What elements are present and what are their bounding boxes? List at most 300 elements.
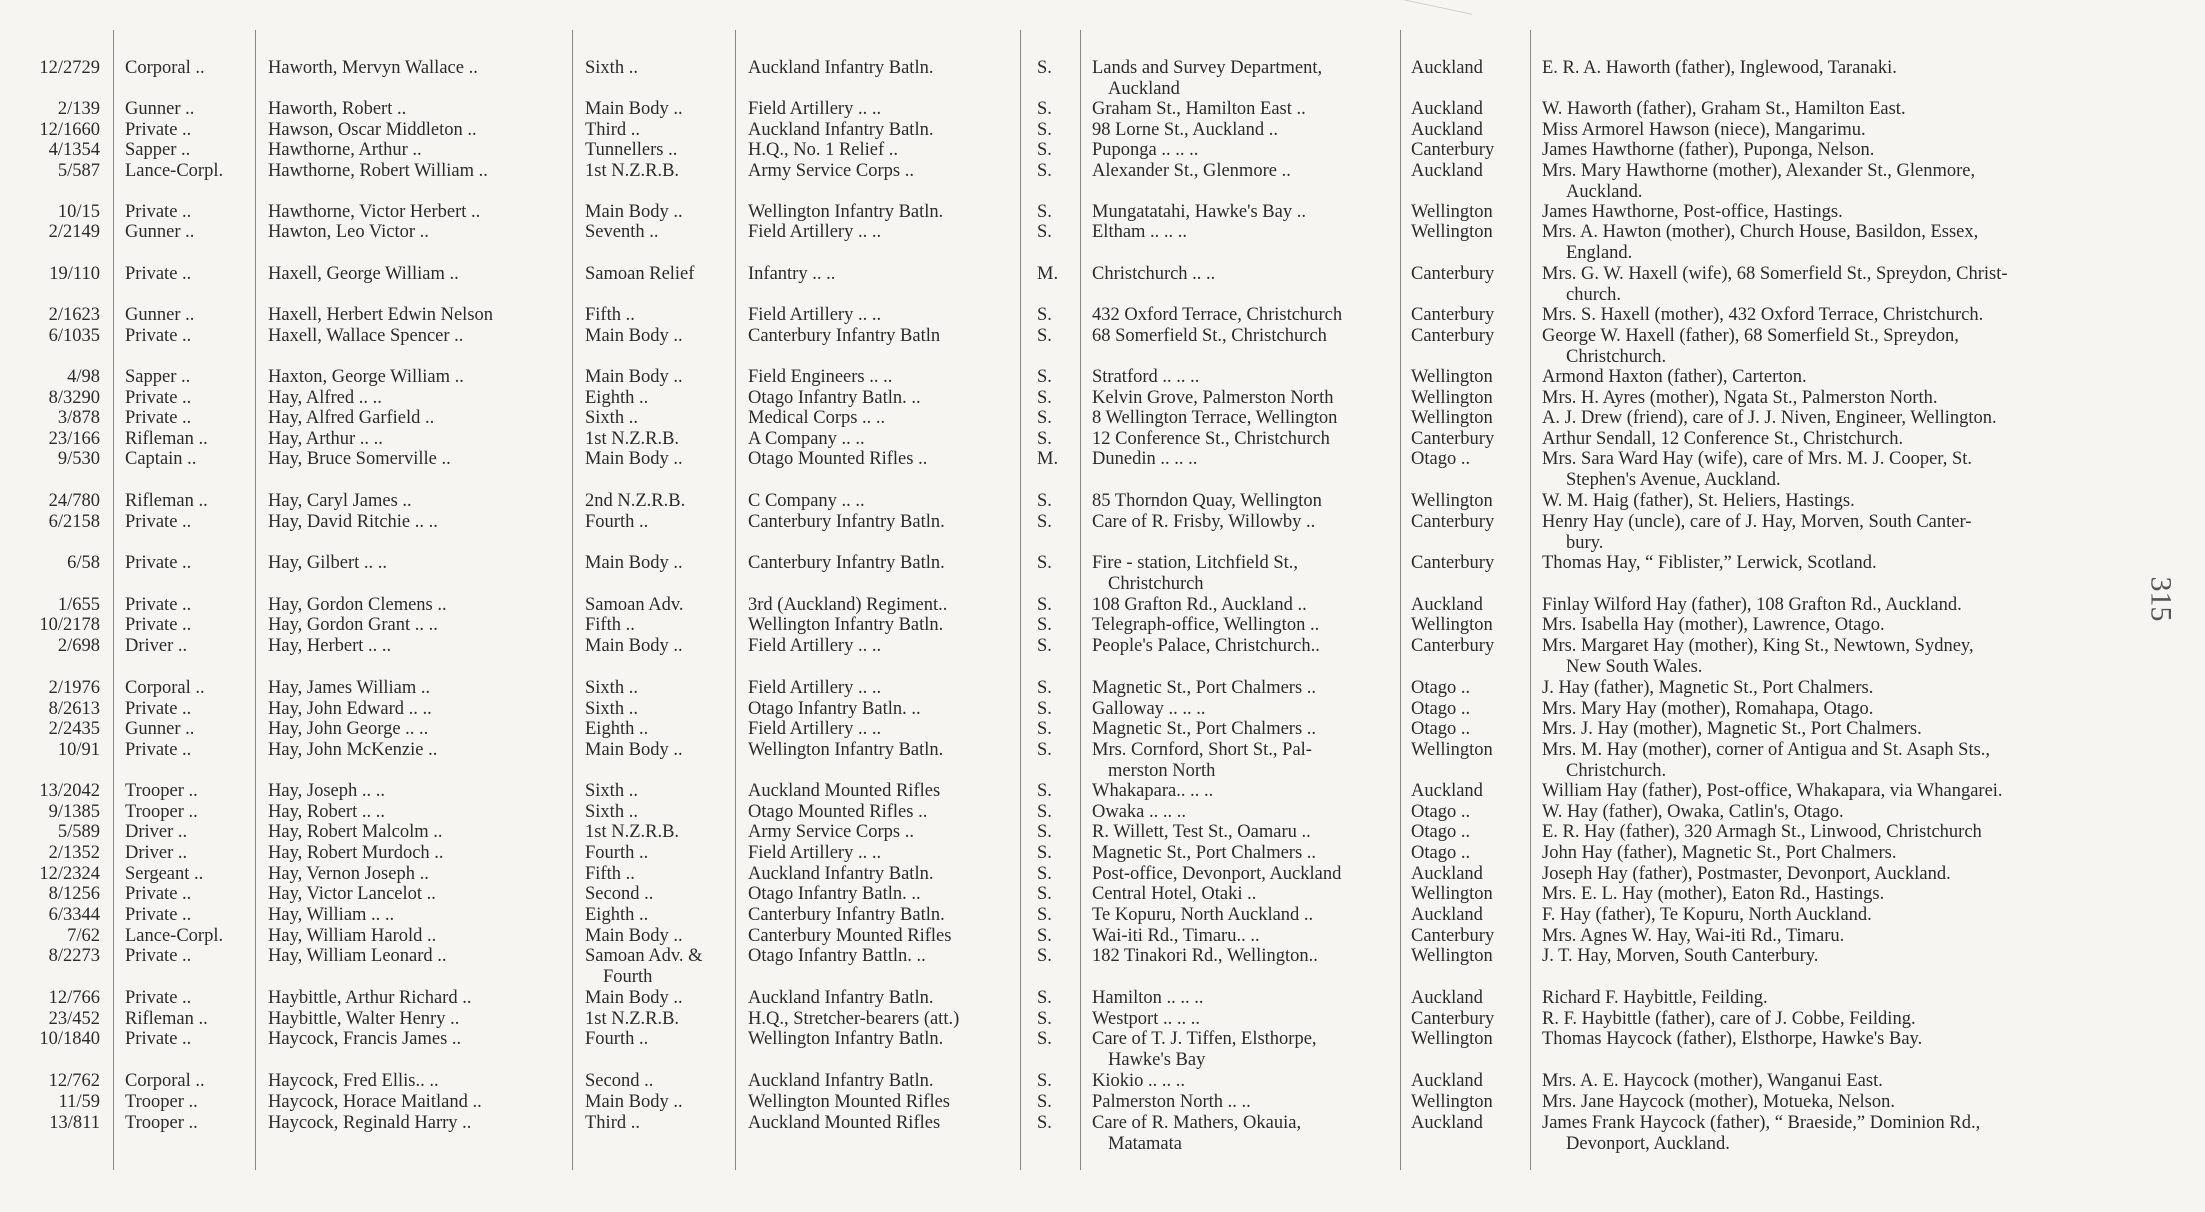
next-of-kin <box>1542 264 2114 305</box>
next-of-kin <box>1542 802 2114 823</box>
soldier-name: Haworth, Mervyn Wallace .. <box>268 58 478 78</box>
next-of-kin <box>1542 843 2114 864</box>
draft-unit <box>585 699 638 720</box>
military-district: Otago .. <box>1411 822 1471 842</box>
marital-status: S. <box>1037 58 1052 78</box>
address-line: Magnetic St., Port Chalmers .. <box>1092 678 1317 698</box>
draft-unit <box>585 202 683 223</box>
corps-unit: Otago Infantry Batln. .. <box>748 699 921 719</box>
soldier-name: Hay, John McKenzie .. <box>268 740 438 760</box>
kin-line: Miss Armorel Hawson (niece), Mangarimu. <box>1542 120 1866 140</box>
military-district: Auckland <box>1411 1113 1483 1133</box>
last-address <box>1092 843 1390 864</box>
regimental-number: 5/589 <box>57 822 100 842</box>
kin-line: Mrs. Jane Haycock (mother), Motueka, Nelson. <box>1542 1092 1895 1112</box>
last-address <box>1092 1113 1390 1154</box>
last-address <box>1092 719 1390 740</box>
draft-unit <box>585 367 683 388</box>
draft-unit <box>585 781 638 802</box>
draft-line: Fourth .. <box>585 843 649 863</box>
soldier-name: Hay, Robert .. .. <box>268 802 385 822</box>
draft-line: Sixth .. <box>585 802 638 822</box>
last-address <box>1092 120 1390 141</box>
draft-line: Third .. <box>585 120 640 140</box>
address-line: 12 Conference St., Christchurch <box>1092 429 1330 449</box>
draft-unit <box>585 99 683 120</box>
draft-unit <box>585 884 653 905</box>
soldier-name: Hay, Robert Murdoch .. <box>268 843 444 863</box>
kin-line: Mrs. Isabella Hay (mother), Lawrence, Otago. <box>1542 615 1885 635</box>
last-address <box>1092 1092 1390 1113</box>
next-of-kin <box>1542 553 2114 574</box>
address-line: Alexander St., Glenmore .. <box>1092 161 1291 181</box>
last-address <box>1092 491 1390 512</box>
military-district: Wellington <box>1411 615 1493 635</box>
rank: Private .. <box>125 884 192 904</box>
draft-line: Fourth .. <box>585 512 649 532</box>
draft-line: Samoan Adv. <box>585 595 684 615</box>
corps-unit: Medical Corps .. .. <box>748 408 886 428</box>
kin-line: George W. Haxell (father), 68 Somerfield St., Spreydon, <box>1542 326 1959 346</box>
draft-unit <box>585 678 638 699</box>
kin-line-continued: Christchurch. <box>1566 346 1667 367</box>
marital-status: S. <box>1037 1092 1052 1112</box>
kin-line-continued: England. <box>1566 242 1633 263</box>
last-address <box>1092 512 1390 533</box>
column-rule <box>735 30 736 1170</box>
address-line-continued: Auckland <box>1108 78 1180 99</box>
soldier-name: Haxell, Herbert Edwin Nelson <box>268 305 494 325</box>
rank: Sapper .. <box>125 367 191 387</box>
marital-status: S. <box>1037 740 1052 760</box>
kin-line: R. F. Haybittle (father), care of J. Cobbe, Feilding. <box>1542 1009 1916 1029</box>
draft-unit <box>585 449 683 470</box>
marital-status: S. <box>1037 367 1052 387</box>
draft-line: Main Body .. <box>585 99 683 119</box>
corps-unit: Field Artillery .. .. <box>748 678 882 698</box>
military-district: Otago .. <box>1411 802 1471 822</box>
corps-unit: Wellington Infantry Batln. <box>748 1029 944 1049</box>
last-address <box>1092 326 1390 347</box>
last-address <box>1092 1029 1390 1070</box>
address-line: Palmerston North .. .. <box>1092 1092 1251 1112</box>
draft-unit <box>585 140 677 161</box>
marital-status: S. <box>1037 864 1052 884</box>
military-district: Canterbury <box>1411 636 1495 656</box>
regimental-number: 12/1660 <box>39 120 100 140</box>
corps-unit: Auckland Infantry Batln. <box>748 58 934 78</box>
marital-status: S. <box>1037 595 1052 615</box>
last-address <box>1092 553 1390 594</box>
soldier-name: Haycock, Francis James .. <box>268 1029 462 1049</box>
regimental-number: 12/2729 <box>39 58 100 78</box>
draft-line: Eighth .. <box>585 388 649 408</box>
regimental-number: 2/1623 <box>48 305 100 325</box>
soldier-name: Haybittle, Arthur Richard .. <box>268 988 472 1008</box>
marital-status: S. <box>1037 1029 1052 1049</box>
rank: Private .. <box>125 553 192 573</box>
kin-line: A. J. Drew (friend), care of J. J. Niven, Engineer, Wellington. <box>1542 408 1997 428</box>
column-rule <box>572 30 573 1170</box>
marital-status: S. <box>1037 305 1052 325</box>
soldier-name: Haxton, George William .. <box>268 367 464 387</box>
draft-unit <box>585 988 683 1009</box>
paper-smudge <box>1358 0 1472 44</box>
address-line: Christchurch .. .. <box>1092 264 1216 284</box>
regimental-number: 8/1256 <box>48 884 100 904</box>
rank: Corporal .. <box>125 58 205 78</box>
military-district: Wellington <box>1411 1092 1493 1112</box>
next-of-kin <box>1542 1009 2114 1030</box>
last-address <box>1092 264 1390 285</box>
draft-line: Sixth .. <box>585 699 638 719</box>
last-address <box>1092 988 1390 1009</box>
draft-unit <box>585 864 635 885</box>
soldier-name: Haycock, Horace Maitland .. <box>268 1092 482 1112</box>
address-line: 98 Lorne St., Auckland .. <box>1092 120 1279 140</box>
address-line: Hamilton .. .. .. <box>1092 988 1204 1008</box>
corps-unit: Field Artillery .. .. <box>748 636 882 656</box>
draft-unit <box>585 305 635 326</box>
regimental-number: 8/2613 <box>48 699 100 719</box>
draft-line: Main Body .. <box>585 326 683 346</box>
next-of-kin <box>1542 1092 2114 1113</box>
military-district: Wellington <box>1411 884 1493 904</box>
last-address <box>1092 161 1390 182</box>
regimental-number: 3/878 <box>57 408 100 428</box>
address-line: 85 Thorndon Quay, Wellington <box>1092 491 1322 511</box>
kin-line-continued: Auckland. <box>1566 181 1643 202</box>
soldier-name: Hay, David Ritchie .. .. <box>268 512 438 532</box>
soldier-name: Haycock, Fred Ellis.. .. <box>268 1071 439 1091</box>
corps-unit: Army Service Corps .. <box>748 822 914 842</box>
corps-unit: Otago Infantry Batln. .. <box>748 884 921 904</box>
corps-unit: Field Artillery .. .. <box>748 222 882 242</box>
address-line: Owaka .. .. .. <box>1092 802 1187 822</box>
military-district: Canterbury <box>1411 305 1495 325</box>
last-address <box>1092 822 1390 843</box>
column-rule <box>255 30 256 1170</box>
corps-unit: Otago Mounted Rifles .. <box>748 802 928 822</box>
rank: Rifleman .. <box>125 429 208 449</box>
column-rule <box>1020 30 1021 1170</box>
draft-unit <box>585 1113 640 1134</box>
military-district: Canterbury <box>1411 326 1495 346</box>
address-line: Central Hotel, Otaki .. <box>1092 884 1257 904</box>
address-line: Graham St., Hamilton East .. <box>1092 99 1306 119</box>
military-district: Wellington <box>1411 740 1493 760</box>
last-address <box>1092 636 1390 657</box>
military-district: Wellington <box>1411 388 1493 408</box>
next-of-kin <box>1542 99 2114 120</box>
marital-status: S. <box>1037 326 1052 346</box>
regimental-number: 9/530 <box>57 449 100 469</box>
soldier-name: Hay, Arthur .. .. <box>268 429 383 449</box>
draft-unit <box>585 1071 653 1092</box>
last-address <box>1092 884 1390 905</box>
military-district: Canterbury <box>1411 926 1495 946</box>
kin-line: John Hay (father), Magnetic St., Port Chalmers. <box>1542 843 1897 863</box>
military-district: Wellington <box>1411 491 1493 511</box>
next-of-kin <box>1542 781 2114 802</box>
next-of-kin <box>1542 512 2114 553</box>
draft-line: Sixth .. <box>585 678 638 698</box>
address-line: Care of T. J. Tiffen, Elsthorpe, <box>1092 1029 1317 1049</box>
next-of-kin <box>1542 222 2114 263</box>
rank: Private .. <box>125 740 192 760</box>
draft-unit <box>585 595 684 616</box>
next-of-kin <box>1542 946 2114 967</box>
address-line: Eltham .. .. .. <box>1092 222 1188 242</box>
next-of-kin <box>1542 408 2114 429</box>
last-address <box>1092 740 1390 781</box>
draft-line: Main Body .. <box>585 988 683 1008</box>
rank: Private .. <box>125 264 192 284</box>
soldier-name: Hay, Joseph .. .. <box>268 781 385 801</box>
marital-status: S. <box>1037 946 1052 966</box>
draft-unit <box>585 926 683 947</box>
soldier-name: Haworth, Robert .. <box>268 99 407 119</box>
kin-line: Mrs. S. Haxell (mother), 432 Oxford Terrace, Christchurch. <box>1542 305 1984 325</box>
next-of-kin <box>1542 740 2114 781</box>
address-line: Westport .. .. .. <box>1092 1009 1200 1029</box>
soldier-name: Hay, William .. .. <box>268 905 395 925</box>
military-district: Canterbury <box>1411 1009 1495 1029</box>
address-line: Magnetic St., Port Chalmers .. <box>1092 719 1317 739</box>
rank: Trooper .. <box>125 802 198 822</box>
kin-line: W. M. Haig (father), St. Heliers, Hastings. <box>1542 491 1855 511</box>
kin-line: Armond Haxton (father), Carterton. <box>1542 367 1807 387</box>
rank: Gunner .. <box>125 305 195 325</box>
column-rule <box>113 30 114 1170</box>
military-district: Wellington <box>1411 202 1493 222</box>
rank: Corporal .. <box>125 678 205 698</box>
regimental-number: 24/780 <box>48 491 100 511</box>
marital-status: S. <box>1037 719 1052 739</box>
address-line: Kelvin Grove, Palmerston North <box>1092 388 1334 408</box>
draft-unit <box>585 843 648 864</box>
next-of-kin <box>1542 1029 2114 1050</box>
column-rule <box>1080 30 1081 1170</box>
draft-line: Tunnellers .. <box>585 140 678 160</box>
rank: Private .. <box>125 595 192 615</box>
corps-unit: H.Q., Stretcher-bearers (att.) <box>748 1009 960 1029</box>
kin-line-continued: Devonport, Auckland. <box>1566 1133 1730 1154</box>
column-rule <box>1530 30 1531 1170</box>
regimental-number: 6/1035 <box>48 326 100 346</box>
marital-status: S. <box>1037 553 1052 573</box>
draft-line: Main Body .. <box>585 636 683 656</box>
next-of-kin <box>1542 678 2114 699</box>
kin-line: James Hawthorne, Post-office, Hastings. <box>1542 202 1843 222</box>
kin-line: Mrs. A. E. Haycock (mother), Wanganui East. <box>1542 1071 1883 1091</box>
draft-line: Seventh .. <box>585 222 659 242</box>
next-of-kin <box>1542 615 2114 636</box>
rank: Private .. <box>125 988 192 1008</box>
last-address <box>1092 222 1390 243</box>
regimental-number: 8/3290 <box>48 388 100 408</box>
rank: Private .. <box>125 1029 192 1049</box>
last-address <box>1092 905 1390 926</box>
rank: Driver .. <box>125 822 188 842</box>
soldier-name: Hay, James William .. <box>268 678 431 698</box>
kin-line: Mrs. Agnes W. Hay, Wai-iti Rd., Timaru. <box>1542 926 1845 946</box>
corps-unit: Wellington Infantry Batln. <box>748 202 944 222</box>
corps-unit: Infantry .. .. <box>748 264 836 284</box>
next-of-kin <box>1542 388 2114 409</box>
soldier-name: Hay, Bruce Somerville .. <box>268 449 451 469</box>
rank: Private .. <box>125 408 192 428</box>
marital-status: M. <box>1037 449 1059 469</box>
address-line: Mungatatahi, Hawke's Bay .. <box>1092 202 1306 222</box>
military-district: Auckland <box>1411 120 1483 140</box>
address-line: Whakapara.. .. .. <box>1092 781 1214 801</box>
next-of-kin <box>1542 429 2114 450</box>
corps-unit: Auckland Mounted Rifles <box>748 781 941 801</box>
address-line-continued: Hawke's Bay <box>1108 1049 1206 1070</box>
military-district: Auckland <box>1411 905 1483 925</box>
next-of-kin <box>1542 305 2114 326</box>
corps-unit: C Company .. .. <box>748 491 865 511</box>
address-line: People's Palace, Christchurch.. <box>1092 636 1320 656</box>
regimental-number: 2/139 <box>57 99 100 119</box>
last-address <box>1092 802 1390 823</box>
next-of-kin <box>1542 905 2114 926</box>
address-line: 432 Oxford Terrace, Christchurch <box>1092 305 1343 325</box>
soldier-name: Hawton, Leo Victor .. <box>268 222 429 242</box>
address-line: Wai-iti Rd., Timaru.. .. <box>1092 926 1260 946</box>
rank: Trooper .. <box>125 1113 198 1133</box>
corps-unit: Canterbury Mounted Rifles <box>748 926 952 946</box>
soldier-name: Haycock, Reginald Harry .. <box>268 1113 472 1133</box>
next-of-kin <box>1542 161 2114 202</box>
corps-unit: Army Service Corps .. <box>748 161 914 181</box>
regimental-number: 6/2158 <box>48 512 100 532</box>
regimental-number: 7/62 <box>67 926 100 946</box>
draft-unit <box>585 120 640 141</box>
draft-line: Main Body .. <box>585 740 683 760</box>
rank: Lance-Corpl. <box>125 926 224 946</box>
address-line: Care of R. Frisby, Willowby .. <box>1092 512 1316 532</box>
draft-line: 1st N.Z.R.B. <box>585 1009 680 1029</box>
corps-unit: Canterbury Infantry Batln. <box>748 905 945 925</box>
marital-status: S. <box>1037 491 1052 511</box>
military-district: Otago .. <box>1411 719 1471 739</box>
draft-unit <box>585 1009 679 1030</box>
last-address <box>1092 429 1390 450</box>
marital-status: S. <box>1037 202 1052 222</box>
kin-line: F. Hay (father), Te Kopuru, North Auckland. <box>1542 905 1872 925</box>
next-of-kin <box>1542 884 2114 905</box>
next-of-kin <box>1542 491 2114 512</box>
soldier-name: Hay, William Leonard .. <box>268 946 447 966</box>
draft-line: Fifth .. <box>585 615 635 635</box>
corps-unit: Auckland Mounted Rifles <box>748 1113 941 1133</box>
address-line-continued: Matamata <box>1108 1133 1182 1154</box>
next-of-kin <box>1542 58 2114 79</box>
next-of-kin <box>1542 367 2114 388</box>
next-of-kin <box>1542 120 2114 141</box>
rank: Trooper .. <box>125 1092 198 1112</box>
regimental-number: 23/166 <box>48 429 100 449</box>
corps-unit: A Company .. .. <box>748 429 865 449</box>
regimental-number: 2/2435 <box>48 719 100 739</box>
next-of-kin <box>1542 595 2114 616</box>
soldier-name: Haybittle, Walter Henry .. <box>268 1009 460 1029</box>
address-line: Telegraph-office, Wellington .. <box>1092 615 1320 635</box>
soldier-name: Hay, John Edward .. .. <box>268 699 432 719</box>
draft-unit <box>585 1029 648 1050</box>
corps-unit: Canterbury Infantry Batln <box>748 326 941 346</box>
rank: Captain .. <box>125 449 197 469</box>
corps-unit: Auckland Infantry Batln. <box>748 864 934 884</box>
regimental-number: 23/452 <box>48 1009 100 1029</box>
last-address <box>1092 388 1390 409</box>
last-address <box>1092 58 1390 99</box>
draft-line: Samoan Adv. & <box>585 946 703 966</box>
draft-unit <box>585 615 635 636</box>
next-of-kin <box>1542 699 2114 720</box>
address-line: Te Kopuru, North Auckland .. <box>1092 905 1314 925</box>
draft-unit <box>585 222 658 243</box>
last-address <box>1092 449 1390 470</box>
last-address <box>1092 946 1390 967</box>
corps-unit: Wellington Infantry Batln. <box>748 740 944 760</box>
corps-unit: Auckland Infantry Batln. <box>748 988 934 1008</box>
regimental-number: 4/1354 <box>48 140 100 160</box>
draft-line: Eighth .. <box>585 905 649 925</box>
next-of-kin <box>1542 449 2114 490</box>
kin-line: Mrs. E. L. Hay (mother), Eaton Rd., Hastings. <box>1542 884 1885 904</box>
draft-line: Main Body .. <box>585 553 683 573</box>
address-line: Galloway .. .. .. <box>1092 699 1206 719</box>
kin-line: E. R. A. Haworth (father), Inglewood, Taranaki. <box>1542 58 1897 78</box>
military-district: Wellington <box>1411 367 1493 387</box>
draft-line: Main Body .. <box>585 367 683 387</box>
regimental-number: 6/58 <box>67 553 100 573</box>
marital-status: S. <box>1037 99 1052 119</box>
military-district: Auckland <box>1411 58 1483 78</box>
regimental-number: 13/2042 <box>39 781 100 801</box>
column-rule <box>1400 30 1401 1170</box>
regimental-number: 10/15 <box>57 202 100 222</box>
draft-line: Main Body .. <box>585 926 683 946</box>
last-address <box>1092 926 1390 947</box>
kin-line: Mrs. H. Ayres (mother), Ngata St., Palmerston North. <box>1542 388 1938 408</box>
draft-unit <box>585 946 703 987</box>
draft-line: Sixth .. <box>585 408 638 428</box>
corps-unit: Otago Infantry Batln. .. <box>748 388 921 408</box>
soldier-name: Hawthorne, Victor Herbert .. <box>268 202 481 222</box>
last-address <box>1092 615 1390 636</box>
address-line: Care of R. Mathers, Okauia, <box>1092 1113 1302 1133</box>
rank: Rifleman .. <box>125 1009 208 1029</box>
next-of-kin <box>1542 1071 2114 1092</box>
kin-line: Mrs. Sara Ward Hay (wife), care of Mrs. M. J. Cooper, St. <box>1542 449 1973 469</box>
rank: Private .. <box>125 699 192 719</box>
military-district: Wellington <box>1411 408 1493 428</box>
marital-status: S. <box>1037 1113 1052 1133</box>
rank: Private .. <box>125 326 192 346</box>
rank: Trooper .. <box>125 781 198 801</box>
rank: Sergeant .. <box>125 864 204 884</box>
kin-line: J. Hay (father), Magnetic St., Port Chalmers. <box>1542 678 1874 698</box>
next-of-kin <box>1542 202 2114 223</box>
rank: Private .. <box>125 512 192 532</box>
soldier-name: Hay, Alfred .. .. <box>268 388 382 408</box>
draft-line: Fifth .. <box>585 864 635 884</box>
marital-status: S. <box>1037 884 1052 904</box>
